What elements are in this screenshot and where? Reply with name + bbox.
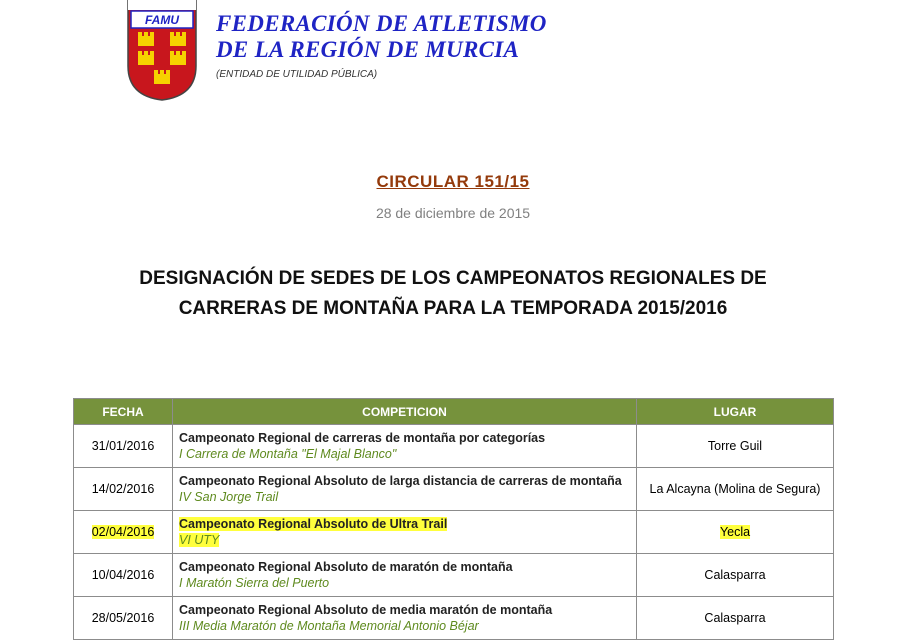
circular-number: CIRCULAR 151/15	[376, 172, 530, 191]
logo-text: FAMU	[145, 13, 179, 27]
event-name-text: VI UTY	[179, 533, 220, 547]
row-lugar	[637, 468, 834, 511]
row-fecha	[74, 597, 173, 640]
row-competicion	[173, 425, 637, 468]
document-title	[0, 264, 906, 324]
org-name-line1: FEDERACIÓN DE ATLETISMO	[216, 11, 547, 36]
fecha-text: 02/04/2016	[91, 525, 155, 539]
row-competicion	[173, 597, 637, 640]
lugar-text: La Alcayna (Molina de Segura)	[649, 482, 821, 496]
row-lugar	[637, 511, 834, 554]
circular-date: 28 de diciembre de 2015	[375, 205, 531, 221]
competition-name: Campeonato Regional Absoluto de larga distancia de carreras de montaña	[179, 474, 622, 488]
event-name	[179, 532, 630, 548]
row-competicion	[173, 468, 637, 511]
event-name: I Carrera de Montaña "El Majal Blanco"	[179, 447, 397, 461]
table-header-row	[74, 399, 834, 425]
title-line2: CARRERAS DE MONTAÑA PARA LA TEMPORADA 2015/2016	[178, 298, 728, 319]
competition-name: Campeonato Regional Absoluto de maratón de montaña	[179, 560, 513, 574]
competition-name-text: Campeonato Regional Absoluto de Ultra Trail	[179, 517, 448, 531]
row-fecha	[74, 511, 173, 554]
competition-name: Campeonato Regional Absoluto de media maratón de montaña	[179, 603, 553, 617]
org-name	[216, 11, 547, 63]
org-name-line2: DE LA REGIÓN DE MURCIA	[216, 37, 520, 62]
row-lugar	[637, 554, 834, 597]
row-lugar	[637, 425, 834, 468]
title-line1: DESIGNACIÓN DE SEDES DE LOS CAMPEONATOS REGIONALES DE	[139, 268, 767, 289]
lugar-text: Torre Guil	[707, 439, 763, 453]
row-lugar	[637, 597, 834, 640]
row-fecha	[74, 554, 173, 597]
table-row	[74, 597, 834, 640]
lugar-text: Calasparra	[704, 568, 766, 582]
event-name: IV San Jorge Trail	[179, 490, 279, 504]
competition-name: Campeonato Regional de carreras de montaña por categorías	[179, 431, 546, 445]
header-fecha: FECHA	[74, 399, 173, 425]
lugar-text: Yecla	[719, 525, 751, 539]
table-row	[74, 425, 834, 468]
lugar-text: Calasparra	[704, 611, 766, 625]
schedule-table	[73, 398, 834, 640]
row-competicion	[173, 511, 637, 554]
org-subtitle: (ENTIDAD DE UTILIDAD PÚBLICA)	[216, 69, 378, 80]
fecha-text: 10/04/2016	[91, 568, 155, 582]
event-name: I Maratón Sierra del Puerto	[179, 576, 330, 590]
competition-name	[179, 516, 630, 532]
row-fecha	[74, 425, 173, 468]
header-competicion: COMPETICION	[173, 399, 637, 425]
row-competicion	[173, 554, 637, 597]
table-row	[74, 554, 834, 597]
table-row	[74, 468, 834, 511]
famu-logo	[127, 0, 197, 101]
fecha-text: 28/05/2016	[91, 611, 155, 625]
event-name: III Media Maratón de Montaña Memorial Antonio Béjar	[179, 619, 479, 633]
row-fecha	[74, 468, 173, 511]
fecha-text: 31/01/2016	[91, 439, 155, 453]
table-row-highlighted	[74, 511, 834, 554]
header-lugar: LUGAR	[637, 399, 834, 425]
fecha-text: 14/02/2016	[91, 482, 155, 496]
